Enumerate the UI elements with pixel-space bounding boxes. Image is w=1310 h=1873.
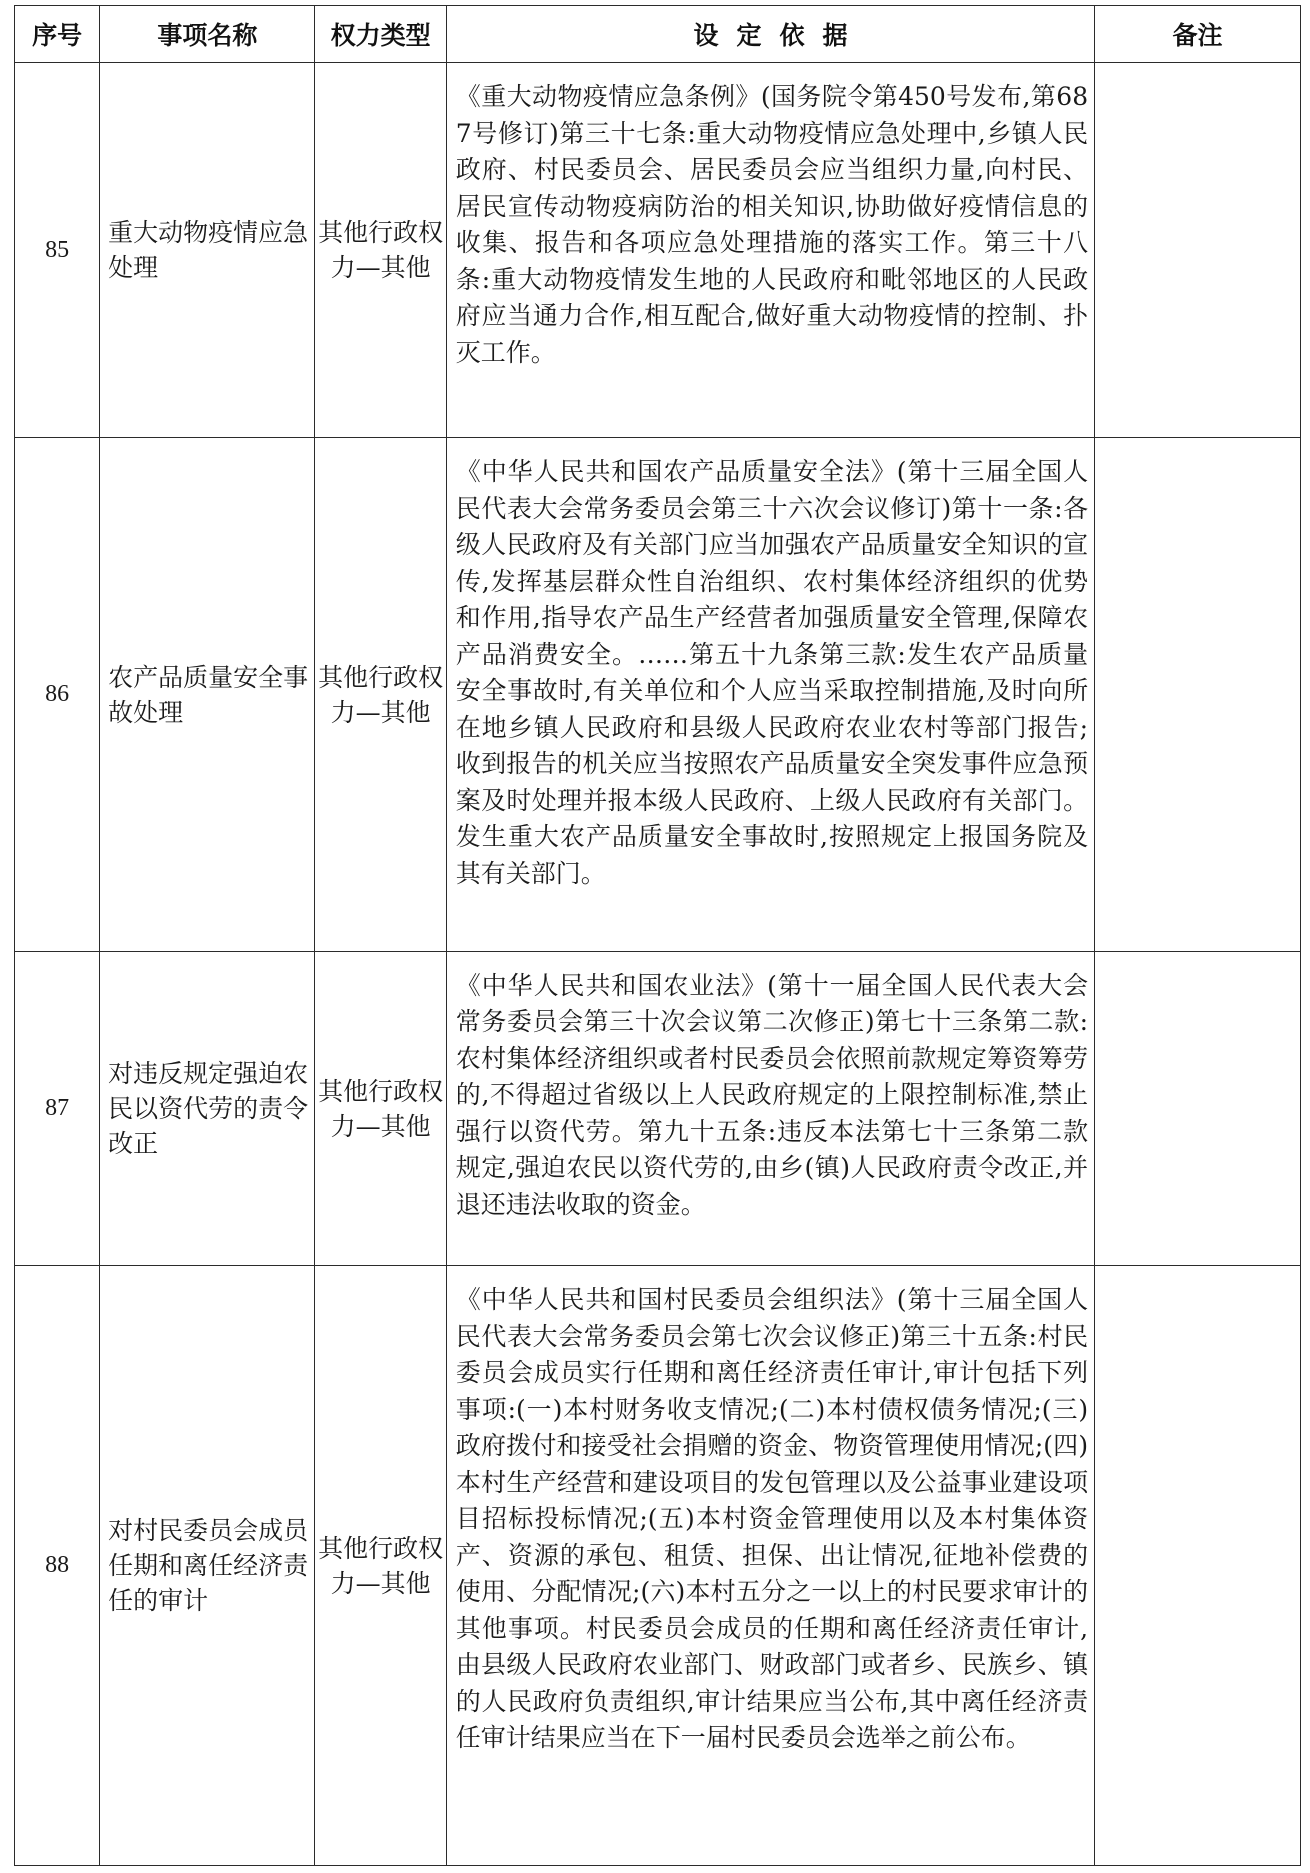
header-basis: 设定依据 xyxy=(446,6,1094,63)
item-name: 重大动物疫情应急处理 xyxy=(100,63,315,438)
header-no: 序号 xyxy=(15,6,100,63)
row-number: 88 xyxy=(15,1266,100,1866)
power-list-table xyxy=(14,5,1301,1866)
remark-cell xyxy=(1095,951,1301,1266)
item-name: 农产品质量安全事故处理 xyxy=(100,438,315,951)
legal-basis: 《中华人民共和国农业法》(第十一届全国人民代表大会常务委员会第三十次会议第二次修正)第七十三条第二款:农村集体经济组织或者村民委员会依照前款规定筹资筹劳的,不得超过省级以上人民政府规定的上限控制标准,禁止强行以资代劳。第九十五条:违反本法第七十三条第二款规定,强迫农民以资代劳的,由乡(镇)人民政府责令改正,并退还违法收取的资金。 xyxy=(446,951,1094,1266)
remark-cell xyxy=(1095,438,1301,951)
power-type: 其他行政权力—其他 xyxy=(315,63,446,438)
table-row xyxy=(15,63,1301,438)
table-header-row xyxy=(15,6,1301,63)
remark-cell xyxy=(1095,63,1301,438)
document-page xyxy=(14,5,1301,1866)
row-number: 85 xyxy=(15,63,100,438)
item-name: 对违反规定强迫农民以资代劳的责令改正 xyxy=(100,951,315,1266)
item-name: 对村民委员会成员任期和离任经济责任的审计 xyxy=(100,1266,315,1866)
legal-basis: 《中华人民共和国村民委员会组织法》(第十三届全国人民代表大会常务委员会第七次会议修正)第三十五条:村民委员会成员实行任期和离任经济责任审计,审计包括下列事项:(一)本村财务收支情况;(二)本村债权债务情况;(三)政府拨付和接受社会捐赠的资金、物资管理使用情况;(四)本村生产经营和建设项目的发包管理以及公益事业建设项目招标投标情况;(五)本村资金管理使用以及本村集体资产、资源的承包、租赁、担保、出让情况,征地补偿费的使用、分配情况;(六)本村五分之一以上的村民要求审计的其他事项。村民委员会成员的任期和离任经济责任审计,由县级人民政府农业部门、财政部门或者乡、民族乡、镇的人民政府负责组织,审计结果应当公布,其中离任经济责任审计结果应当在下一届村民委员会选举之前公布。 xyxy=(446,1266,1094,1866)
table-row xyxy=(15,438,1301,951)
power-type: 其他行政权力—其他 xyxy=(315,951,446,1266)
header-name: 事项名称 xyxy=(100,6,315,63)
remark-cell xyxy=(1095,1266,1301,1866)
row-number: 87 xyxy=(15,951,100,1266)
row-number: 86 xyxy=(15,438,100,951)
table-row xyxy=(15,951,1301,1266)
legal-basis: 《重大动物疫情应急条例》(国务院令第450号发布,第687号修订)第三十七条:重大动物疫情应急处理中,乡镇人民政府、村民委员会、居民委员会应当组织力量,向村民、居民宣传动物疫病防治的相关知识,协助做好疫情信息的收集、报告和各项应急处理措施的落实工作。第三十八条:重大动物疫情发生地的人民政府和毗邻地区的人民政府应当通力合作,相互配合,做好重大动物疫情的控制、扑灭工作。 xyxy=(446,63,1094,438)
header-type: 权力类型 xyxy=(315,6,446,63)
header-remark: 备注 xyxy=(1095,6,1301,63)
table-row xyxy=(15,1266,1301,1866)
legal-basis: 《中华人民共和国农产品质量安全法》(第十三届全国人民代表大会常务委员会第三十六次会议修订)第十一条:各级人民政府及有关部门应当加强农产品质量安全知识的宣传,发挥基层群众性自治组织、农村集体经济组织的优势和作用,指导农产品生产经营者加强质量安全管理,保障农产品消费安全。……第五十九条第三款:发生农产品质量安全事故时,有关单位和个人应当采取控制措施,及时向所在地乡镇人民政府和县级人民政府农业农村等部门报告;收到报告的机关应当按照农产品质量安全突发事件应急预案及时处理并报本级人民政府、上级人民政府有关部门。发生重大农产品质量安全事故时,按照规定上报国务院及其有关部门。 xyxy=(446,438,1094,951)
power-type: 其他行政权力—其他 xyxy=(315,1266,446,1866)
power-type: 其他行政权力—其他 xyxy=(315,438,446,951)
